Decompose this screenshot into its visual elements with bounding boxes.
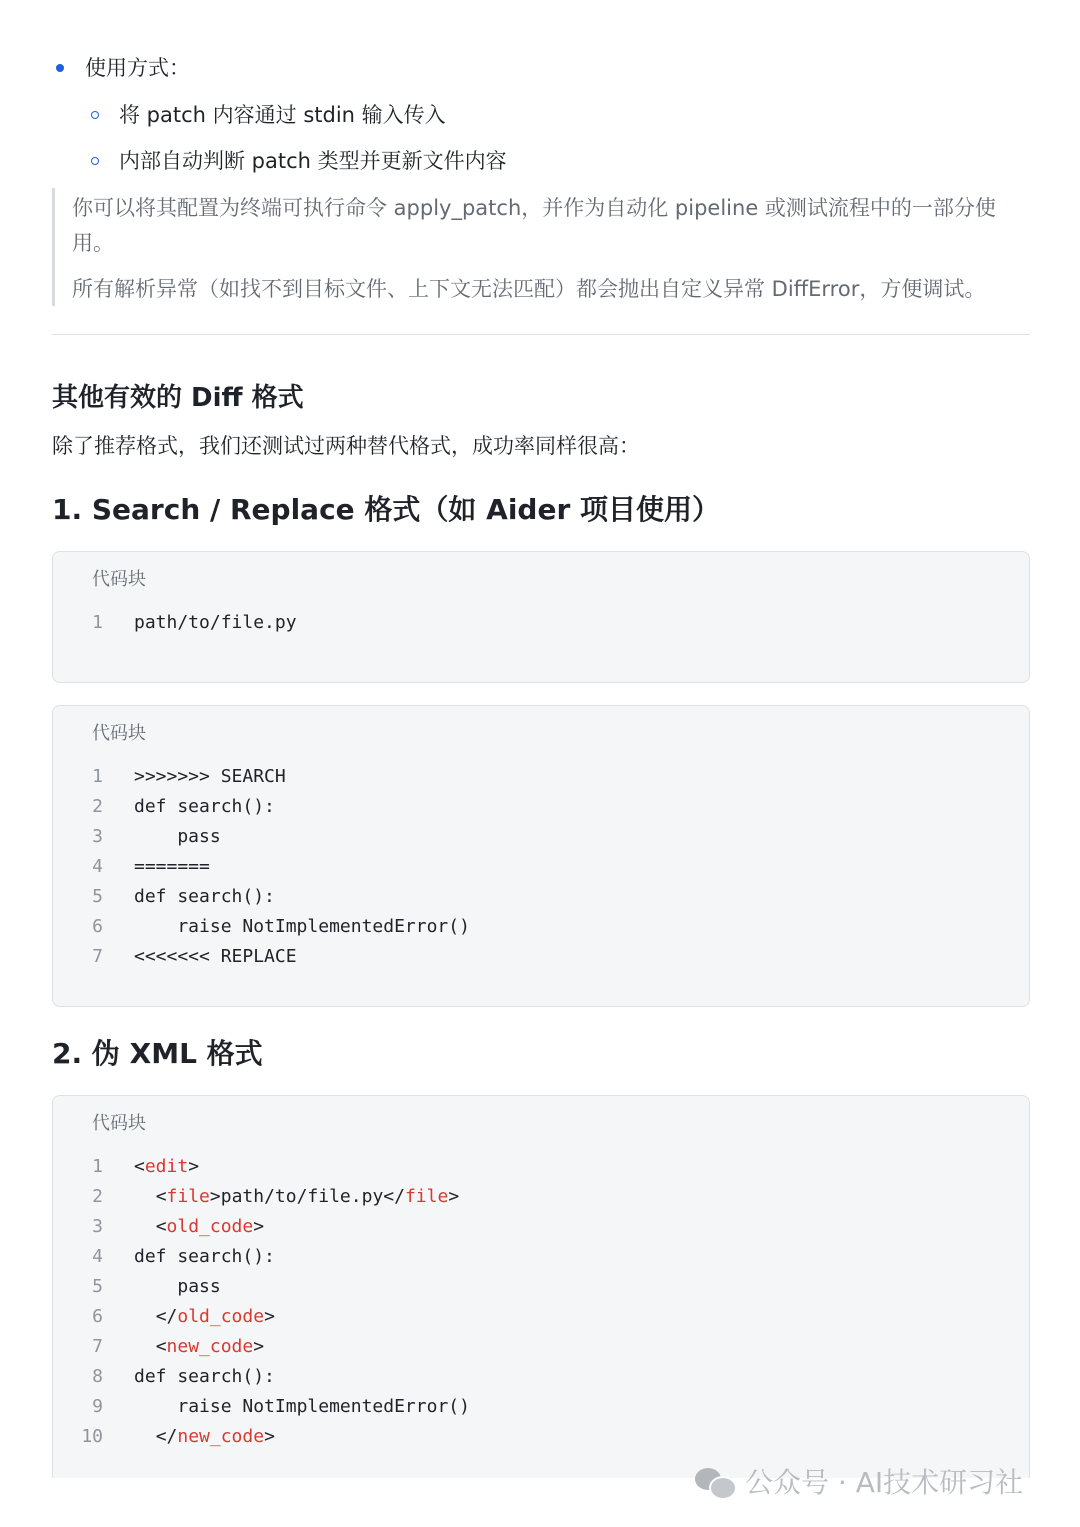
divider (52, 334, 1030, 335)
bullet-circle-icon (91, 111, 99, 119)
code-line (53, 792, 1029, 822)
xml-tag-name: old_code (166, 1216, 254, 1237)
code-text: pass (134, 826, 221, 847)
code-line (53, 762, 1029, 792)
xml-tag-name: new_code (166, 1336, 254, 1357)
code-token: > (264, 1306, 275, 1327)
code-line (53, 1152, 1029, 1182)
code-text (134, 1242, 275, 1272)
code-line (53, 1242, 1029, 1272)
code-lines (53, 762, 1029, 972)
section-title: 其他有效的 Diff 格式 (52, 383, 304, 413)
quote-paragraph: 你可以将其配置为终端可执行命令 apply_patch，并作为自动化 pipeline 或测试流程中的一部分使用。 (72, 196, 996, 255)
line-number: 3 (92, 826, 103, 847)
code-block-caption: 代码块 (92, 723, 146, 744)
xml-tag-name: file (404, 1186, 449, 1207)
code-text: def search(): (134, 886, 275, 907)
wechat-icon-bubble (709, 1476, 737, 1500)
list-item-label: 使用方式： (85, 56, 190, 80)
code-line (53, 1392, 1029, 1422)
code-line (53, 1332, 1029, 1362)
line-number: 2 (92, 1186, 103, 1207)
bullet-circle-icon (91, 157, 99, 165)
code-text (134, 1392, 470, 1422)
code-token: </ (155, 1426, 178, 1447)
code-line (53, 1362, 1029, 1392)
line-number: 6 (92, 916, 103, 937)
code-token: > (253, 1216, 265, 1237)
code-lines (53, 608, 1029, 638)
code-line (53, 1302, 1029, 1332)
blockquote (52, 188, 1033, 306)
line-number: 10 (81, 1426, 103, 1447)
code-line (53, 942, 1029, 972)
line-number: 9 (92, 1396, 103, 1417)
watermark-text: 公众号 · AI技术研习社 (745, 1466, 1024, 1499)
code-token: < (155, 1336, 167, 1357)
line-number: 8 (92, 1366, 103, 1387)
code-token: def search(): (134, 1366, 275, 1387)
code-token: </ (155, 1306, 178, 1327)
line-number: 4 (92, 1246, 103, 1267)
code-line (53, 1422, 1029, 1452)
code-block-caption: 代码块 (92, 569, 146, 590)
code-block (52, 1095, 1030, 1496)
line-number: 2 (92, 796, 103, 817)
code-text (134, 1302, 275, 1332)
line-number: 3 (92, 1216, 103, 1237)
code-token: > (253, 1336, 265, 1357)
code-lines (53, 1152, 1029, 1452)
code-text (134, 1182, 459, 1212)
line-number: 1 (92, 612, 103, 633)
code-token: raise NotImplementedError() (177, 1396, 470, 1417)
code-line (53, 1272, 1029, 1302)
code-text (134, 1152, 199, 1182)
code-line (53, 912, 1029, 942)
xml-tag-name: old_code (177, 1306, 265, 1327)
code-text: >>>>>>> SEARCH (134, 766, 286, 787)
bullet-dot-icon (56, 64, 64, 72)
code-text (134, 1362, 275, 1392)
code-token: >path/to/file.py</ (209, 1186, 405, 1207)
line-number: 7 (92, 1336, 103, 1357)
code-text: <<<<<<< REPLACE (134, 946, 297, 967)
code-line (53, 1212, 1029, 1242)
code-block (52, 551, 1030, 683)
code-text (134, 1272, 221, 1302)
line-number: 6 (92, 1306, 103, 1327)
code-text: raise NotImplementedError() (134, 916, 470, 937)
code-token: < (155, 1186, 167, 1207)
sub-list-item-label: 内部自动判断 patch 类型并更新文件内容 (119, 149, 507, 173)
code-token: < (134, 1156, 145, 1177)
code-line (53, 608, 1029, 638)
line-number: 1 (92, 766, 103, 787)
xml-tag-name: new_code (177, 1426, 265, 1447)
code-text: ======= (134, 856, 210, 877)
code-text (134, 1332, 264, 1362)
code-line (53, 882, 1029, 912)
code-token: pass (177, 1276, 221, 1297)
code-line (53, 822, 1029, 852)
code-text: path/to/file.py (134, 612, 297, 633)
code-line (53, 852, 1029, 882)
xml-tag-name: edit (144, 1156, 189, 1177)
line-number: 5 (92, 886, 103, 907)
code-line (53, 1182, 1029, 1212)
line-number: 4 (92, 856, 103, 877)
section-intro: 除了推荐格式，我们还测试过两种替代格式，成功率同样很高： (52, 434, 640, 458)
code-text: def search(): (134, 796, 275, 817)
heading-search-replace: 1. Search / Replace 格式（如 Aider 项目使用） (52, 493, 721, 526)
code-text (134, 1422, 275, 1452)
code-block (52, 705, 1030, 1007)
code-token: > (448, 1186, 460, 1207)
quote-paragraph: 所有解析异常（如找不到目标文件、上下文无法匹配）都会抛出自定义异常 DiffError，方便调试。 (72, 277, 986, 301)
sub-list-item-label: 将 patch 内容通过 stdin 输入传入 (119, 103, 446, 127)
code-token: def search(): (134, 1246, 275, 1267)
code-text (134, 1212, 264, 1242)
xml-tag-name: file (166, 1186, 210, 1207)
line-number: 1 (92, 1156, 103, 1177)
code-token: < (155, 1216, 167, 1237)
heading-pseudo-xml: 2. 伪 XML 格式 (52, 1037, 263, 1070)
line-number: 7 (92, 946, 103, 967)
line-number: 5 (92, 1276, 103, 1297)
code-token: > (188, 1156, 200, 1177)
code-token: > (264, 1426, 275, 1447)
code-block-caption: 代码块 (92, 1113, 146, 1134)
